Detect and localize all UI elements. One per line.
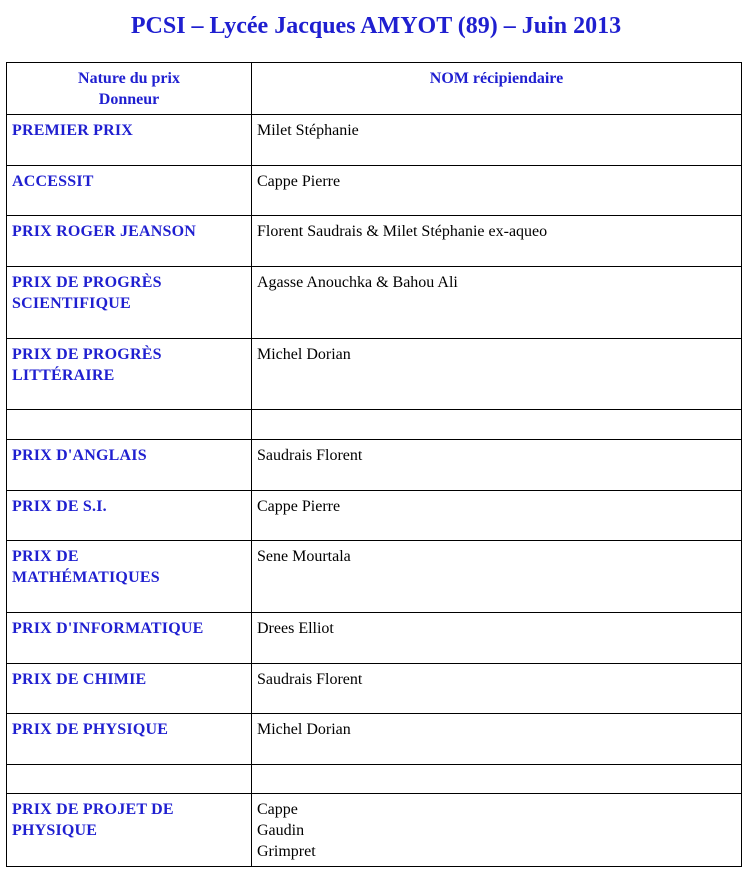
recipient-header-label: NOM récipiendaire — [429, 70, 564, 87]
prize-name: MATHÉMATIQUES — [12, 569, 160, 586]
recipient-cell — [252, 339, 742, 410]
prize-name: SCIENTIFIQUE — [12, 295, 131, 312]
prize-name: PRIX DE S.I. — [12, 498, 107, 515]
recipient-name: Michel Dorian — [257, 346, 351, 363]
prize-cell — [7, 115, 252, 166]
prize-name: PHYSIQUE — [12, 822, 98, 839]
table-row — [7, 794, 742, 867]
table-row — [7, 216, 742, 267]
recipient-cell — [252, 115, 742, 166]
awards-body — [7, 115, 742, 867]
recipient-name: Cappe — [257, 801, 298, 818]
table-row — [7, 440, 742, 491]
prize-column-header — [7, 63, 252, 115]
prize-name: LITTÉRAIRE — [12, 367, 115, 384]
prize-cell — [7, 765, 252, 794]
prize-cell — [7, 339, 252, 410]
recipient-cell — [252, 664, 742, 714]
prize-name: PRIX DE PROJET DE — [12, 801, 174, 818]
prize-cell — [7, 267, 252, 339]
prize-name: PRIX ROGER JEANSON — [12, 223, 197, 240]
prize-cell — [7, 541, 252, 613]
prize-name: PRIX DE CHIMIE — [12, 671, 147, 688]
page-title: PCSI – Lycée Jacques AMYOT (89) – Juin 2013 — [130, 13, 622, 39]
recipient-cell — [252, 410, 742, 440]
prize-name: PRIX DE PROGRÈS — [12, 346, 162, 363]
recipient-name: Agasse Anouchka & Bahou Ali — [257, 274, 458, 291]
prize-cell — [7, 166, 252, 216]
prize-cell — [7, 664, 252, 714]
table-row — [7, 339, 742, 410]
recipient-name: Florent Saudrais & Milet Stéphanie ex-aqueo — [257, 223, 548, 240]
table-row — [7, 115, 742, 166]
prize-name: PRIX DE PHYSIQUE — [12, 721, 169, 738]
prize-name: PREMIER PRIX — [12, 122, 134, 139]
table-row — [7, 267, 742, 339]
prize-cell — [7, 491, 252, 541]
table-row — [7, 491, 742, 541]
prize-name: ACCESSIT — [12, 173, 94, 190]
prize-cell — [7, 714, 252, 765]
recipient-name: Grimpret — [257, 843, 316, 860]
prize-cell — [7, 613, 252, 664]
recipient-cell — [252, 613, 742, 664]
table-row — [7, 664, 742, 714]
recipient-cell — [252, 794, 742, 867]
recipient-name: Gaudin — [257, 822, 305, 839]
prize-cell — [7, 440, 252, 491]
table-row — [7, 765, 742, 794]
header-row — [7, 63, 742, 115]
recipient-cell — [252, 440, 742, 491]
awards-table — [6, 62, 742, 867]
prize-header-line2: Donneur — [98, 91, 160, 108]
prize-name: PRIX D'ANGLAIS — [12, 447, 147, 464]
prize-header-line1: Nature du prix — [78, 70, 180, 87]
recipient-cell — [252, 765, 742, 794]
table-row — [7, 714, 742, 765]
recipient-name: Cappe Pierre — [257, 173, 341, 190]
prize-name: PRIX D'INFORMATIQUE — [12, 620, 204, 637]
table-row — [7, 410, 742, 440]
recipient-cell — [252, 541, 742, 613]
recipient-name: Milet Stéphanie — [257, 122, 359, 139]
table-row — [7, 613, 742, 664]
recipient-column-header — [252, 63, 742, 115]
table-row — [7, 166, 742, 216]
prize-name: PRIX DE — [12, 548, 79, 565]
recipient-cell — [252, 714, 742, 765]
prize-cell — [7, 794, 252, 867]
table-row — [7, 541, 742, 613]
recipient-name: Sene Mourtala — [257, 548, 351, 565]
recipient-cell — [252, 216, 742, 267]
prize-cell — [7, 216, 252, 267]
recipient-cell — [252, 166, 742, 216]
recipient-name: Cappe Pierre — [257, 498, 341, 515]
recipient-cell — [252, 491, 742, 541]
recipient-name: Drees Elliot — [257, 620, 334, 637]
prize-name: PRIX DE PROGRÈS — [12, 274, 162, 291]
prize-cell — [7, 410, 252, 440]
recipient-name: Saudrais Florent — [257, 671, 363, 688]
recipient-name: Saudrais Florent — [257, 447, 363, 464]
recipient-name: Michel Dorian — [257, 721, 351, 738]
recipient-cell — [252, 267, 742, 339]
